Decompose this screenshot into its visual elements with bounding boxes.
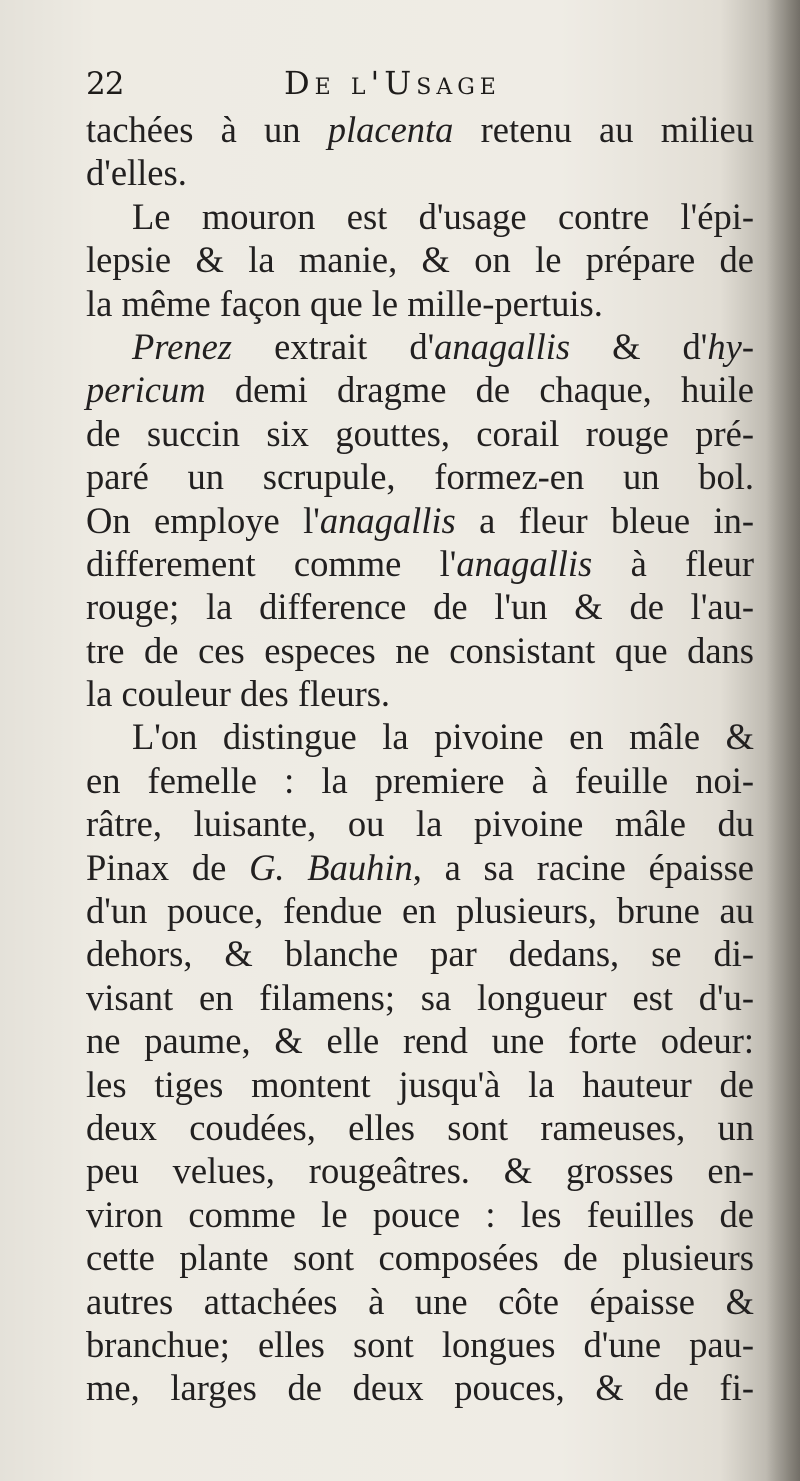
text-segment: me, larges de deux pouces, & de fi-	[86, 1367, 754, 1409]
text-segment: deux coudées, elles sont rameuses, un	[86, 1106, 754, 1148]
italic-text-segment: Prenez	[132, 325, 233, 367]
text-segment: Le mouron est d'usage contre l'épi-	[132, 195, 754, 237]
text-line	[86, 672, 754, 715]
italic-text-segment: anagallis	[456, 542, 593, 584]
text-segment: à fleur	[592, 542, 754, 584]
text-line	[86, 195, 754, 238]
page-gutter-shadow	[766, 0, 800, 1481]
text-line	[86, 889, 754, 932]
text-line	[86, 802, 754, 845]
text-segment: tachées à un	[86, 109, 328, 150]
text-segment: extrait d'	[232, 325, 435, 367]
text-segment: branchue; elles sont longues d'une pau-	[86, 1323, 754, 1365]
text-segment: la même façon que le mille-pertuis.	[86, 282, 603, 324]
text-line	[86, 976, 754, 1019]
text-line	[86, 282, 754, 325]
text-segment: d'un pouce, fendue en plusieurs, brune au	[86, 890, 754, 932]
text-segment: d'elles.	[86, 152, 187, 194]
text-segment: differement comme l'	[86, 542, 457, 584]
text-line	[86, 238, 754, 281]
text-segment: la couleur des fleurs.	[86, 673, 391, 715]
text-line	[86, 1019, 754, 1062]
text-segment: & d'	[570, 325, 708, 367]
text-segment: viron comme le pouce : les feuilles de	[86, 1193, 754, 1235]
italic-text-segment: hy-	[707, 325, 754, 367]
text-segment: visant en filamens; sa longueur est d'u-	[86, 976, 754, 1018]
text-line	[86, 629, 754, 672]
text-line	[86, 715, 754, 758]
text-segment: paré un scrupule, formez-en un bol.	[86, 456, 754, 498]
text-line	[86, 151, 754, 194]
page-header	[86, 60, 758, 110]
text-line	[86, 368, 754, 411]
text-line	[86, 325, 754, 368]
text-segment: demi dragme de chaque, huile	[205, 369, 754, 411]
text-segment: lepsie & la manie, & on le prépare de	[86, 239, 754, 281]
italic-text-segment: anagallis	[319, 499, 456, 541]
text-line	[86, 1323, 754, 1366]
text-line	[86, 1063, 754, 1106]
text-line	[86, 1106, 754, 1149]
italic-text-segment: placenta	[327, 109, 454, 150]
text-line	[86, 455, 754, 498]
text-line	[86, 1149, 754, 1192]
text-line	[86, 759, 754, 802]
text-segment: retenu au milieu	[453, 109, 754, 150]
text-segment: râtre, luisante, ou la pivoine mâle du	[86, 803, 754, 845]
text-segment: dehors, & blanche par dedans, se di-	[86, 933, 754, 975]
italic-text-segment: anagallis	[434, 325, 571, 367]
text-line	[86, 412, 754, 455]
text-segment: Pinax de	[86, 846, 250, 888]
text-line	[86, 499, 754, 542]
text-segment: de succin six gouttes, corail rouge pré-	[86, 412, 754, 454]
text-segment: a fleur bleue in-	[455, 499, 754, 541]
text-segment: rouge; la difference de l'un & de l'au-	[86, 586, 754, 628]
text-line	[86, 1366, 754, 1409]
text-line	[86, 108, 754, 151]
text-segment: en femelle : la premiere à feuille noi-	[86, 759, 754, 801]
text-line	[86, 1280, 754, 1323]
text-line	[86, 1236, 754, 1279]
text-segment: On employe l'	[86, 499, 320, 541]
text-segment: autres attachées à une côte épaisse &	[86, 1280, 754, 1322]
italic-text-segment: G. Bauhin	[249, 846, 413, 888]
text-segment: les tiges montent jusqu'à la hauteur de	[86, 1063, 754, 1105]
page-number: 22	[86, 66, 124, 102]
text-segment: , a sa racine épaisse	[412, 846, 755, 888]
text-line	[86, 585, 754, 628]
text-segment: tre de ces especes ne consistant que dans	[86, 629, 754, 671]
text-segment: ne paume, & elle rend une forte odeur:	[86, 1020, 754, 1062]
text-line	[86, 932, 754, 975]
text-line	[86, 542, 754, 585]
text-segment: peu velues, rougeâtres. & grosses en-	[86, 1150, 754, 1192]
text-segment: L'on distingue la pivoine en mâle &	[132, 716, 754, 758]
text-segment: cette plante sont composées de plusieurs	[86, 1237, 754, 1279]
body-text	[86, 108, 754, 1410]
text-line	[86, 846, 754, 889]
italic-text-segment: pericum	[86, 369, 206, 411]
text-line	[86, 1193, 754, 1236]
running-title: De l'Usage	[284, 64, 501, 102]
